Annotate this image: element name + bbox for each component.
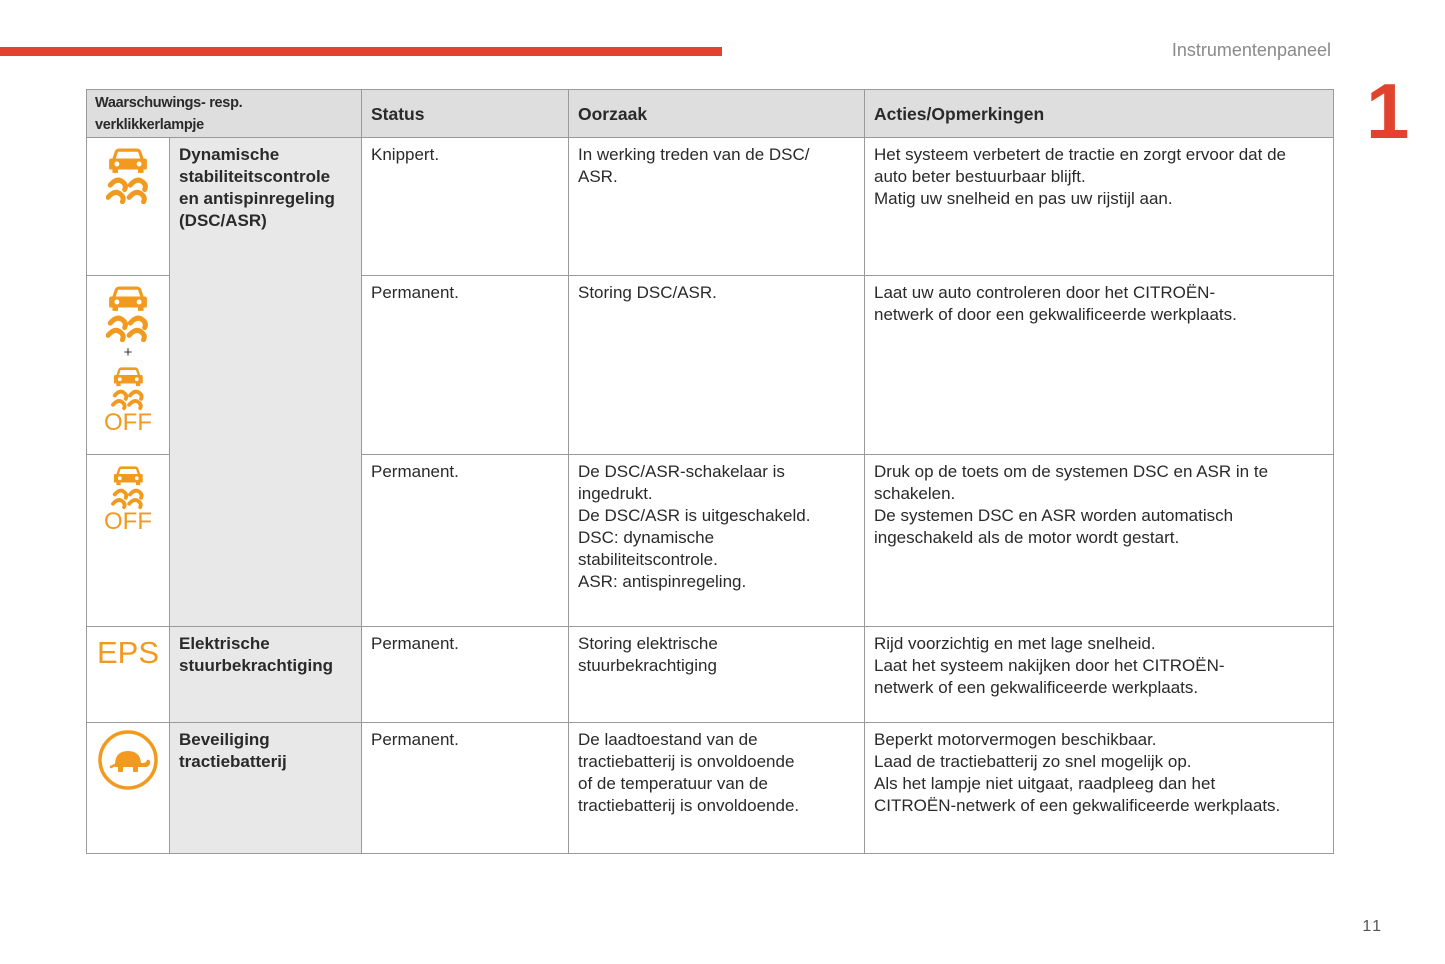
column-header-actions: Acties/Opmerkingen [865,90,1334,138]
action-line: ingeschakeld als de motor wordt gestart. [874,528,1180,547]
lamp-name-eps: Elektrische stuurbekrachtiging [170,627,362,723]
icon-cell [87,627,170,723]
page-number: 11 [1362,918,1383,935]
action-line: Matig uw snelheid en pas uw rijstijl aan. [874,189,1173,208]
dsc-asr-off-icon [104,364,152,432]
table-row [87,138,1334,276]
action-line: Laad de tractiebatterij zo snel mogelijk op. [874,752,1192,771]
action-line: auto beter bestuurbaar blijft. [874,167,1086,186]
cause-line: stabiliteitscontrole. [578,550,718,569]
cause-line: stuurbekrachtiging [578,656,717,675]
column-header-lamp: Waarschuwings- resp. verklikkerlampje [87,90,362,138]
table-row [87,723,1334,854]
cause-line: DSC: dynamische [578,528,715,547]
accent-bar [0,47,722,56]
cause-line: ingedrukt. [578,484,653,503]
cause-line: tractiebatterij is onvoldoende. [578,796,800,815]
action-line: Rijd voorzichtig en met lage snelheid. [874,634,1156,653]
cause-line: Storing DSC/ASR. [578,283,717,302]
chapter-number: 1 [1366,67,1410,155]
lamp-name-dsc-asr: Dynamische stabiliteitscontrole en antispinregeling (DSC/ASR) [170,138,362,627]
cause-cell [569,723,865,854]
action-line: netwerk of door een gekwalificeerde werkplaats. [874,305,1237,324]
action-line: CITROËN-netwerk of een gekwalificeerde werkplaats. [874,796,1281,815]
cause-line: De DSC/ASR-schakelaar is [578,462,785,481]
cause-cell [569,455,865,627]
icon-cell [87,138,170,276]
icon-cell [87,455,170,627]
actions-cell [865,276,1334,455]
status-cell: Permanent. [362,276,569,455]
cause-line: ASR. [578,167,618,186]
warning-lamps-table [86,89,1334,854]
column-header-cause: Oorzaak [569,90,865,138]
icon-cell [87,276,170,455]
turtle-icon [97,729,159,791]
cause-cell [569,138,865,276]
cause-cell [569,627,865,723]
off-label: OFF [104,409,152,432]
cause-line: De laadtoestand van de [578,730,758,749]
actions-cell [865,138,1334,276]
action-line: schakelen. [874,484,956,503]
lamp-name-traction-battery: Beveiliging tractiebatterij [170,723,362,854]
actions-cell [865,627,1334,723]
actions-cell [865,455,1334,627]
cause-line: De DSC/ASR is uitgeschakeld. [578,506,811,525]
dsc-asr-icon [106,282,150,342]
action-line: Laat uw auto controleren door het CITROËN- [874,283,1216,302]
action-line: netwerk of een gekwalificeerde werkplaats. [874,678,1199,697]
cause-line: of de temperatuur van de [578,774,768,793]
icon-cell [87,723,170,854]
cause-line: Storing elektrische [578,634,718,653]
off-label: OFF [104,508,152,531]
status-cell: Permanent. [362,723,569,854]
column-header-status: Status [362,90,569,138]
cause-line: tractiebatterij is onvoldoende [578,752,795,771]
status-cell: Permanent. [362,455,569,627]
plus-sign: + [123,344,133,361]
dsc-asr-icon [106,144,150,204]
action-line: Laat het systeem nakijken door het CITROËN- [874,656,1225,675]
section-title: Instrumentenpaneel [1171,40,1331,60]
cause-line: ASR: antispinregeling. [578,572,747,591]
action-line: Beperkt motorvermogen beschikbaar. [874,730,1157,749]
eps-label: EPS [97,635,159,669]
cause-cell [569,276,865,455]
eps-icon [97,633,159,669]
status-cell: Knippert. [362,138,569,276]
cause-line: In werking treden van de DSC/ [578,145,810,164]
table-row [87,627,1334,723]
action-line: Het systeem verbetert de tractie en zorgt ervoor dat de [874,145,1286,164]
action-line: Druk op de toets om de systemen DSC en ASR in te [874,462,1269,481]
action-line: Als het lampje niet uitgaat, raadpleeg dan het [874,774,1216,793]
dsc-asr-off-icon [104,463,152,531]
status-cell: Permanent. [362,627,569,723]
actions-cell [865,723,1334,854]
action-line: De systemen DSC en ASR worden automatisch [874,506,1234,525]
table-header-row [87,90,1334,138]
